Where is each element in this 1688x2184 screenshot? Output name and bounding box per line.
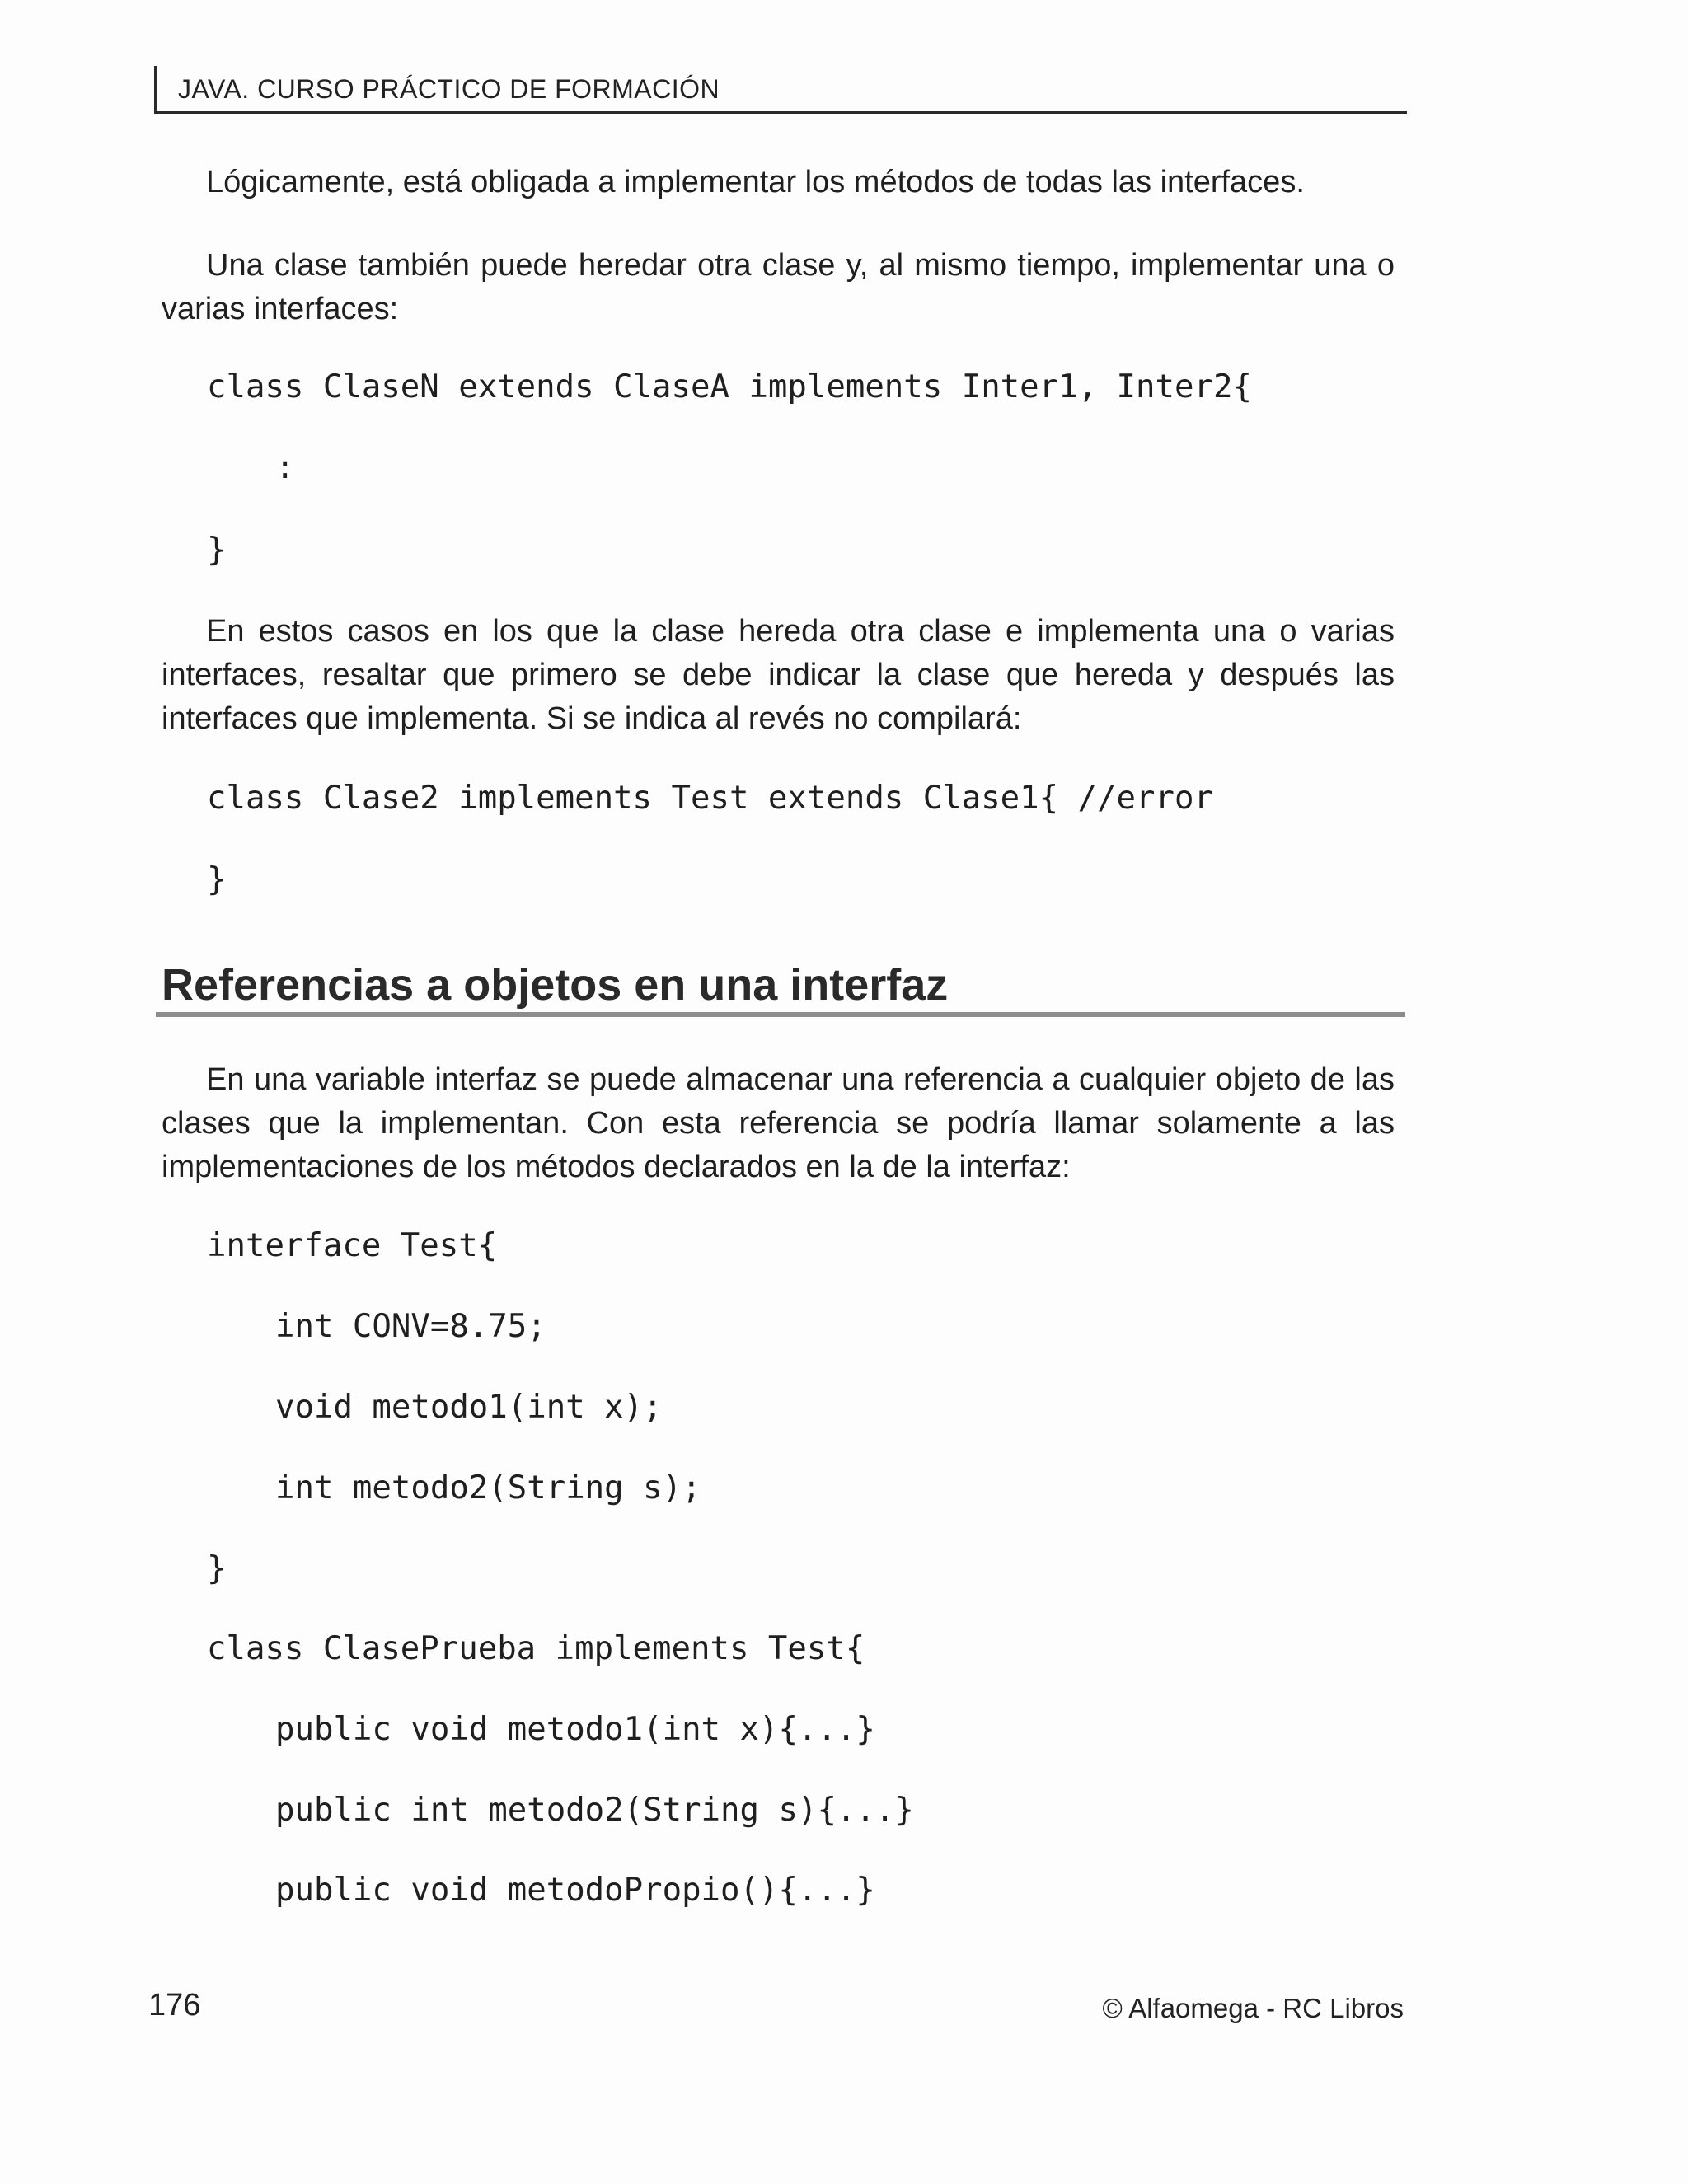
code-line: public void metodo1(int x){...} xyxy=(275,1711,875,1748)
paragraph-3: En estos casos en los que la clase hereda otra clase e implementa una o varias interfaces, resaltar que primero se debe indicar la clase que hereda y después las interfaces que implementa. Si se indica al revés no compilará: xyxy=(162,614,1395,736)
code-line: class ClasePrueba implements Test{ xyxy=(207,1630,865,1667)
section-heading: Referencias a objetos en una interfaz xyxy=(162,960,949,1010)
copyright-notice: © Alfaomega - RC Libros xyxy=(1102,1993,1404,2023)
page-number: 176 xyxy=(148,1988,201,2022)
paragraph-2: Una clase también puede heredar otra clase y, al mismo tiempo, implementar una o varias interfaces: xyxy=(162,248,1395,326)
code-line: : xyxy=(275,449,295,486)
code-line: public void metodoPropio(){...} xyxy=(275,1872,875,1909)
code-line: public int metodo2(String s){...} xyxy=(275,1792,914,1829)
code-line: interface Test{ xyxy=(207,1227,498,1264)
running-header-title: JAVA. CURSO PRÁCTICO DE FORMACIÓN xyxy=(178,74,720,104)
code-line: int metodo2(String s); xyxy=(275,1469,701,1507)
running-header xyxy=(154,66,1407,114)
code-line: } xyxy=(207,532,227,569)
code-line: } xyxy=(207,861,227,898)
paragraph-1: Lógicamente, está obligada a implementar los métodos de todas las interfaces. xyxy=(206,165,1305,199)
code-line: int CONV=8.75; xyxy=(275,1308,546,1345)
code-line: void metodo1(int x); xyxy=(275,1389,663,1426)
code-line: } xyxy=(207,1550,227,1587)
paragraph-4: En una variable interfaz se puede almacenar una referencia a cualquier objeto de las clases que la implementan. Con esta referencia se podría llamar solamente a las implementaciones de los métodos declarados en la de la interfaz: xyxy=(162,1062,1395,1184)
section-divider xyxy=(156,1012,1405,1017)
code-line: class ClaseN extends ClaseA implements Inter1, Inter2{ xyxy=(207,368,1252,405)
code-line: class Clase2 implements Test extends Clase1{ //error xyxy=(207,780,1213,817)
